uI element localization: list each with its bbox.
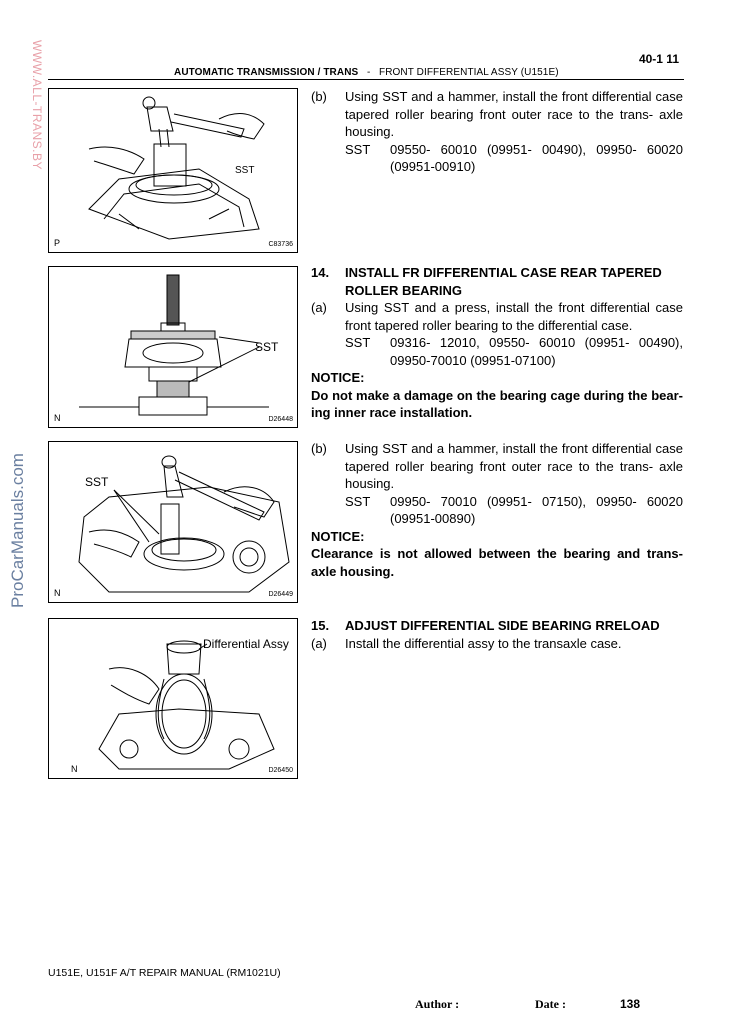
sst-label: SST — [345, 493, 371, 509]
figure-press-bearing — [48, 266, 298, 428]
section-subtitle: FRONT DIFFERENTIAL ASSY (U151E) — [379, 67, 559, 78]
step-14 — [311, 264, 683, 422]
figure-code: C83736 — [268, 241, 293, 248]
step-13b — [311, 88, 683, 176]
figure-code: D26450 — [268, 767, 293, 774]
step-label: (b) — [311, 441, 327, 456]
watermark-side: ProCarManuals.com — [8, 453, 27, 608]
notice-label: NOTICE: — [311, 528, 365, 544]
step-label: (b) — [311, 89, 327, 104]
notice-text: Do not make a damage on the bearing cage during the bear- ing inner race installation. — [311, 387, 683, 420]
step-text: Install the differential assy to the transaxle case. — [345, 635, 622, 651]
callout-sst: SST — [235, 165, 255, 176]
figure-1-illustration — [49, 89, 297, 252]
step-text: Using SST and a hammer, install the front differential case tapered roller bearing front outer race to the trans- axle housing. — [345, 441, 683, 491]
page-number: 40-1 11 — [638, 52, 679, 66]
step-number: 14. — [311, 265, 330, 280]
footer-author: Author : — [415, 997, 460, 1011]
step-15 — [311, 617, 683, 652]
figure-3-illustration — [49, 442, 297, 602]
watermark-top: WWW.ALL-TRANS.BY — [30, 40, 44, 171]
callout-sst: SST — [85, 475, 109, 489]
sst-value: 09950- 70010 (09951- 07150), 09950- 60020 (09951-00890) — [390, 493, 683, 526]
sst-value: 09550- 60010 (09951- 00490), 09950- 60020 (09951-00910) — [390, 141, 683, 174]
footer-manual-title: U151E, U151F A/T REPAIR MANUAL (RM1021U) — [48, 967, 281, 979]
section-separator: - — [366, 67, 371, 78]
step-title: ADJUST DIFFERENTIAL SIDE BEARING RRELOAD — [345, 618, 660, 633]
figure-letter: N — [54, 588, 61, 598]
figure-hammer-race — [48, 441, 298, 603]
notice-label: NOTICE: — [311, 370, 365, 385]
section-header — [174, 67, 559, 78]
step-text: Using SST and a hammer, install the front differential case tapered roller bearing front outer race to the trans- axle housing. — [345, 89, 683, 139]
footer-page-number: 138 — [620, 997, 641, 1011]
notice-text: Clearance is not allowed between the bearing and trans- axle housing. — [311, 546, 683, 579]
section-title: AUTOMATIC TRANSMISSION / TRANS — [174, 67, 359, 78]
sst-label: SST — [345, 335, 371, 350]
figure-letter: N — [71, 764, 78, 774]
figure-code: D26448 — [268, 416, 293, 423]
step-14b — [311, 440, 683, 580]
step-label: (a) — [311, 635, 327, 651]
figure-bearing-race-install — [48, 88, 298, 253]
step-label: (a) — [311, 300, 327, 315]
figure-code: D26449 — [268, 591, 293, 598]
sst-value: 09316- 12010, 09550- 60010 (09951- 00490), 09950-70010 (09951-07100) — [390, 335, 683, 368]
callout-differential-assy: Differential Assy — [203, 637, 289, 651]
sst-label: SST — [345, 141, 371, 157]
figure-letter: N — [54, 413, 61, 423]
figure-differential-assy — [48, 618, 298, 779]
step-title: INSTALL FR DIFFERENTIAL CASE REAR TAPERED ROLLER BEARING — [345, 265, 662, 298]
step-number: 15. — [311, 618, 330, 633]
step-text: Using SST and a press, install the front differential case front tapered roller bearing to the differential case. — [345, 300, 683, 333]
callout-sst: SST — [255, 340, 279, 354]
footer-date: Date : — [535, 997, 566, 1011]
figure-letter: P — [54, 238, 61, 248]
header-rule — [48, 79, 684, 80]
